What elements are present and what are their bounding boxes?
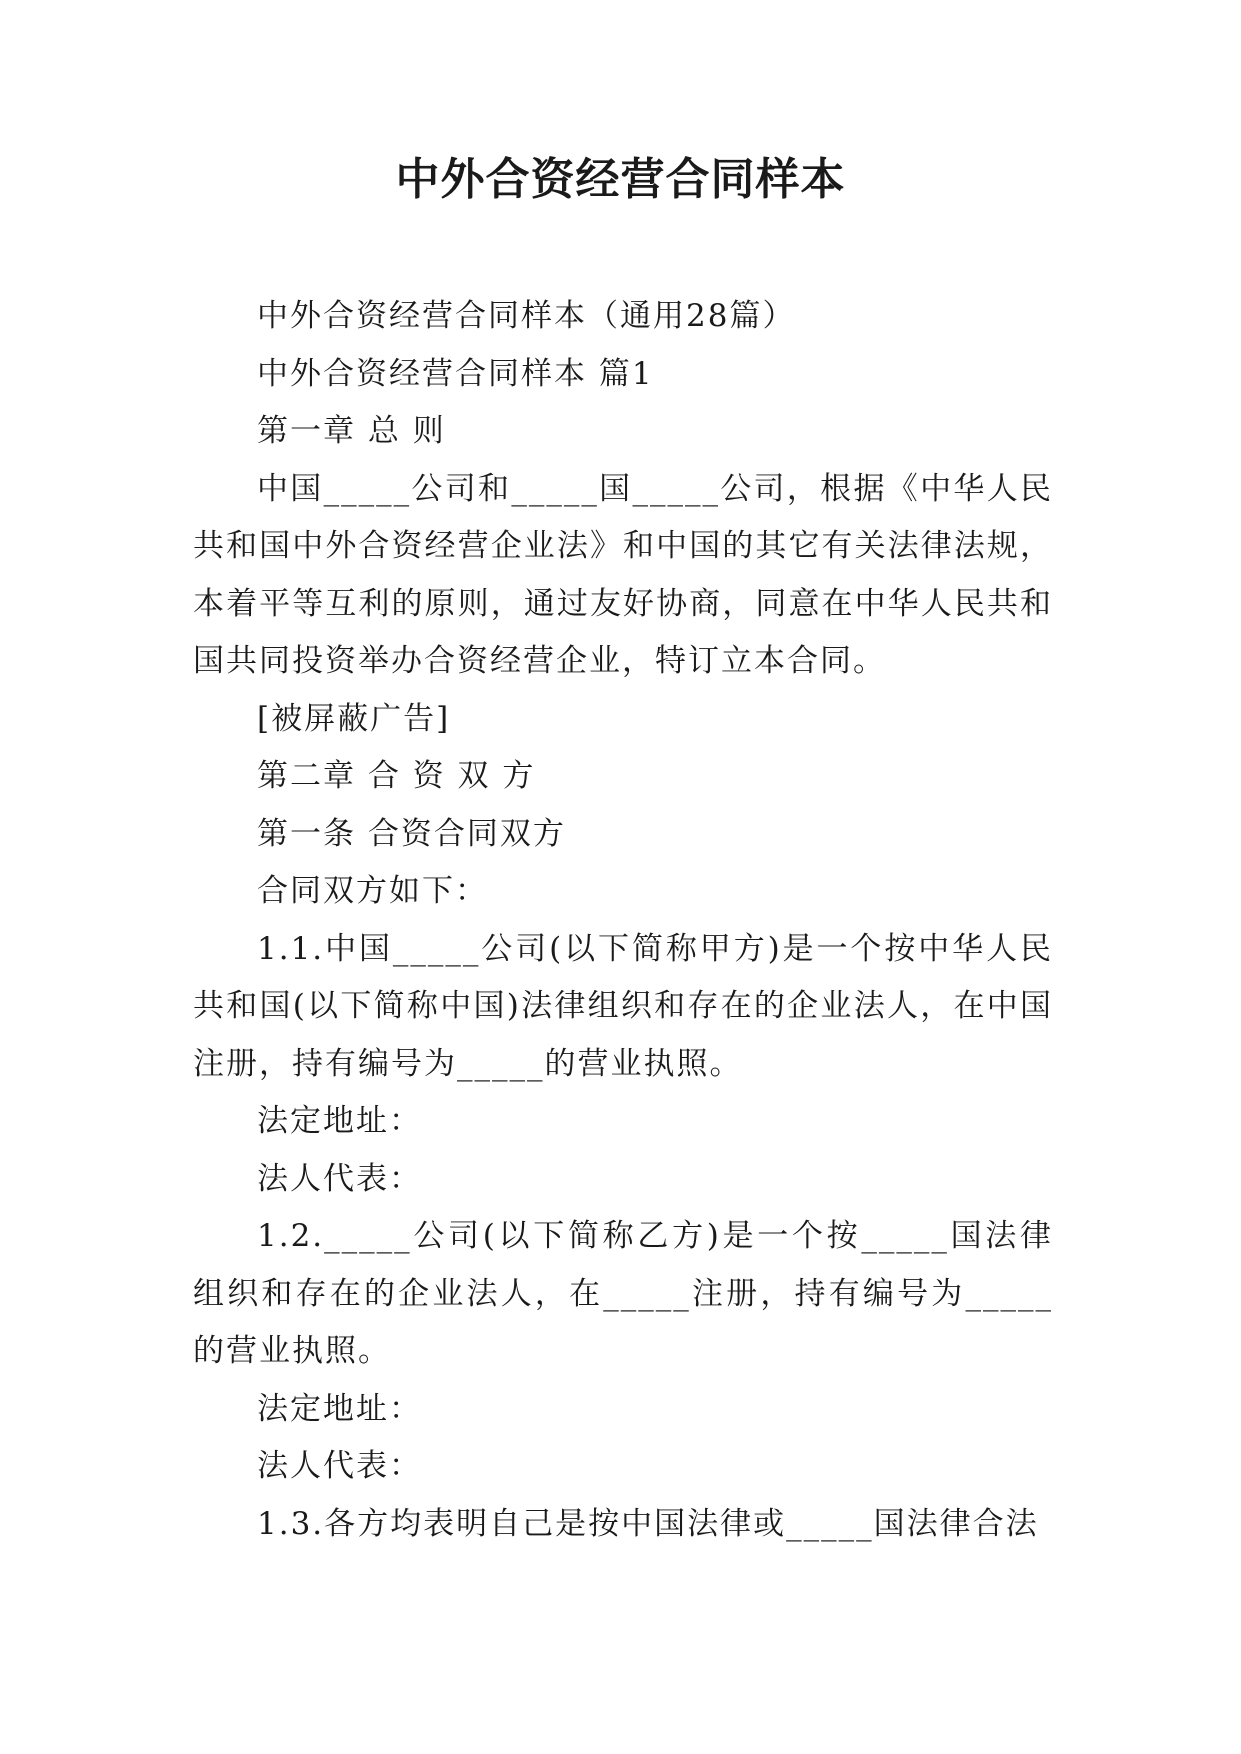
paragraph-preamble: 中国_____公司和_____国_____公司，根据《中华人民共和国中外合资经营企业法》和中国的其它有关法律法规，本着平等互利的原则，通过友好协商，同意在中华人民共和国共同投资举办合资经营企业，特订立本合同。 xyxy=(193,470,1053,679)
paragraph-parties-intro: 合同双方如下： xyxy=(257,873,488,909)
paragraph-chapter-2-heading: 第二章 合 资 双 方 xyxy=(257,758,536,794)
paragraph-clause-1-2: 1.2._____公司(以下简称乙方)是一个按_____国法律组织和存在的企业法人，在_____注册，持有编号为_____的营业执照。 xyxy=(193,1218,1053,1369)
document-body xyxy=(193,288,1053,1553)
paragraph-party-b-representative: 法人代表： xyxy=(257,1448,422,1484)
document-title: 中外合资经营合同样本 xyxy=(395,154,846,205)
paragraph-clause-1-1: 1.1.中国_____公司(以下简称甲方)是一个按中华人民共和国(以下简称中国)法律组织和存在的企业法人，在中国注册，持有编号为_____的营业执照。 xyxy=(193,930,1053,1082)
paragraph-party-a-address: 法定地址： xyxy=(257,1103,422,1139)
paragraph-section-heading: 中外合资经营合同样本 篇1 xyxy=(257,355,654,392)
paragraph-clause-1-3: 1.3.各方均表明自己是按中国法律或_____国法律合法 xyxy=(257,1505,1039,1542)
paragraph-chapter-1-heading: 第一章 总 则 xyxy=(257,413,446,449)
paragraph-subtitle: 中外合资经营合同样本（通用28篇） xyxy=(257,298,796,334)
paragraph-article-1-heading: 第一条 合资合同双方 xyxy=(257,815,566,852)
paragraph-party-a-representative: 法人代表： xyxy=(257,1160,422,1197)
paragraph-blocked-ad: [被屏蔽广告] xyxy=(257,700,451,737)
paragraph-party-b-address: 法定地址： xyxy=(257,1390,422,1427)
